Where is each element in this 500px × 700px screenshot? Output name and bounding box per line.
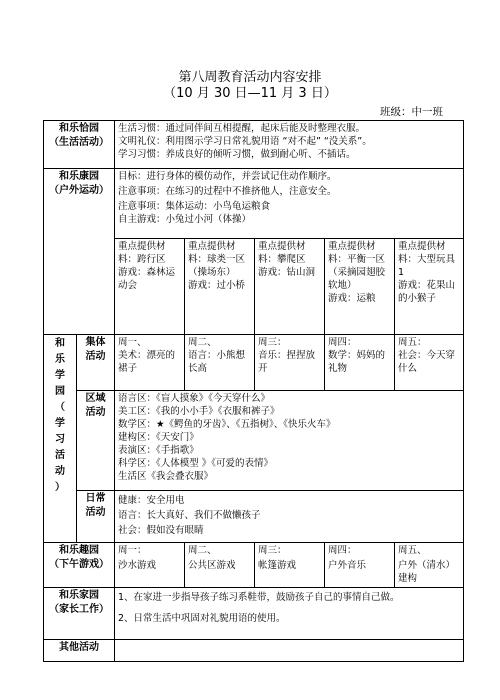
life-line-3: 学习习惯：养成良好的倾听习惯，做到耐心听、不插话。 bbox=[118, 149, 356, 160]
group-day-2 bbox=[185, 335, 255, 391]
activity-text: 户外音乐 bbox=[328, 560, 367, 571]
area-activity-label: 区域 bbox=[85, 393, 106, 404]
learning-label-char: 学 bbox=[55, 370, 65, 381]
day-label: 周四： bbox=[328, 545, 357, 556]
sports-label-cell bbox=[44, 169, 115, 335]
learning-label-cell bbox=[44, 335, 77, 543]
activity-text: 沙水游戏 bbox=[118, 560, 157, 571]
learning-label-char: 和 bbox=[55, 338, 65, 349]
life-row bbox=[44, 121, 464, 169]
afternoon-sublabel: （下午游戏） bbox=[49, 559, 109, 570]
sports-cell-2-material: 重点提供材料：球类一区（操场东） bbox=[188, 241, 246, 278]
group-activity-sublabel: 活动 bbox=[85, 351, 106, 362]
sports-content-cell bbox=[115, 169, 464, 239]
activity-text: 社会：今天穿什么 bbox=[398, 350, 456, 374]
sports-cell-4 bbox=[325, 239, 395, 335]
area-line-5: 表演区：《手指歌》 bbox=[118, 445, 199, 456]
sports-cell-4-material: 重点提供材料：平衡一区（采摘园翅胶软地） bbox=[328, 241, 386, 291]
day-label: 周四： bbox=[328, 337, 357, 348]
daily-activity-sublabel: 活动 bbox=[85, 507, 106, 518]
day-label: 周一、 bbox=[118, 337, 147, 348]
activity-text: 语言：小熊想长高 bbox=[188, 350, 246, 374]
sports-line-4: 自主游戏：小兔过小河（体操） bbox=[118, 214, 252, 225]
sports-sublabel: （户外运动） bbox=[49, 185, 109, 196]
life-line-1: 生活习惯：通过同伴间互相提醒，起床后能及时整理衣服。 bbox=[118, 123, 366, 134]
area-line-3: 数学区：★《鳄鱼的牙齿》、《五指树》、《快乐火车》 bbox=[118, 419, 336, 430]
sports-row bbox=[44, 169, 464, 239]
other-row bbox=[44, 640, 464, 662]
sports-cell-4-game: 游戏：运粮 bbox=[328, 293, 376, 304]
learning-group-row bbox=[44, 335, 464, 391]
learning-label-char: 学 bbox=[55, 418, 65, 429]
day-label: 周五、 bbox=[398, 545, 427, 556]
afternoon-row bbox=[44, 543, 464, 588]
sports-cell-2-game: 游戏：过小桥 bbox=[188, 280, 246, 291]
learning-label-char: 活 bbox=[55, 450, 65, 461]
sports-cell-5 bbox=[395, 239, 464, 335]
sports-cell-1-material: 重点提供材料：跨行区 bbox=[118, 241, 166, 265]
life-label: 和乐恰园 bbox=[59, 123, 99, 134]
page-title: 第八周教育活动内容安排 bbox=[178, 70, 322, 85]
group-day-5 bbox=[395, 335, 464, 391]
learning-label-char: 园 bbox=[55, 386, 65, 397]
activity-text: 美术：漂亮的裙子 bbox=[118, 350, 176, 374]
sports-cell-3 bbox=[255, 239, 325, 335]
learning-label-char: ） bbox=[55, 482, 65, 493]
area-line-1: 语言区：《盲人摸象》《今天穿什么》 bbox=[118, 393, 271, 404]
sports-cell-2 bbox=[185, 239, 255, 335]
other-label-cell bbox=[44, 640, 115, 662]
learning-daily-row bbox=[44, 491, 464, 543]
daily-activity-label-cell bbox=[77, 491, 115, 543]
day-label: 周二、 bbox=[188, 545, 217, 556]
area-line-7: 生活区《我会叠衣服》 bbox=[118, 471, 214, 482]
afternoon-day-1 bbox=[115, 543, 185, 588]
family-label: 和乐家园 bbox=[59, 590, 99, 601]
family-line-1: 1、在家进一步指导孩子练习系鞋带，鼓励孩子自己的事情自己做。 bbox=[118, 592, 400, 603]
day-label: 周二、 bbox=[188, 337, 217, 348]
learning-label-char: 乐 bbox=[55, 354, 65, 365]
afternoon-day-5 bbox=[395, 543, 464, 588]
class-label: 班级： bbox=[380, 106, 412, 118]
sports-cell-5-game: 游戏：花果山的小猴子 bbox=[398, 280, 456, 304]
learning-label-char: （ bbox=[55, 402, 65, 413]
activity-text: 帐篷游戏 bbox=[258, 560, 297, 571]
afternoon-label: 和乐趣园 bbox=[59, 545, 99, 556]
learning-area-row bbox=[44, 391, 464, 491]
family-content-cell bbox=[115, 588, 464, 640]
daily-activity-label: 日常 bbox=[85, 493, 106, 504]
other-content-cell bbox=[115, 640, 464, 662]
sports-line-3: 注意事项：集体运动：小鸟龟运粮食 bbox=[118, 201, 271, 212]
area-line-2: 美工区：《我的小小手》《衣服和裤子》 bbox=[118, 406, 280, 417]
day-label: 周三： bbox=[258, 545, 287, 556]
class-line bbox=[380, 104, 443, 119]
sports-cell-3-material: 重点提供材料：攀爬区 bbox=[258, 241, 306, 265]
group-day-4 bbox=[325, 335, 395, 391]
sports-cell-1-game: 游戏：森林运动会 bbox=[118, 267, 176, 291]
life-line-2: 文明礼仪：利用图示学习日常礼貌用语 “对不起” “没关系”。 bbox=[118, 136, 372, 147]
sports-label: 和乐康园 bbox=[59, 171, 99, 182]
daily-activity-content bbox=[115, 491, 464, 543]
activity-text: 公共区游戏 bbox=[188, 560, 236, 571]
afternoon-day-2 bbox=[185, 543, 255, 588]
group-activity-label: 集体 bbox=[85, 337, 106, 348]
life-sublabel: （生活活动） bbox=[49, 137, 109, 148]
learning-label-char: 习 bbox=[55, 434, 65, 445]
life-content-cell bbox=[115, 121, 464, 169]
group-day-1 bbox=[115, 335, 185, 391]
schedule-table bbox=[43, 120, 464, 662]
family-line-2: 2、日常生活中巩固对礼貌用语的使用。 bbox=[118, 613, 286, 624]
family-row bbox=[44, 588, 464, 640]
sports-cell-3-game: 游戏：钻山洞 bbox=[258, 267, 316, 278]
sports-cell-5-material: 重点提供材料：大型玩具1 bbox=[398, 241, 456, 278]
other-label: 其他活动 bbox=[59, 642, 99, 653]
activity-text: 户外（清水）建构 bbox=[398, 560, 456, 584]
sports-line-1: 目标：进行身体的模仿动作，并尝试记住动作顺序。 bbox=[118, 171, 337, 182]
sports-line-2: 注意事项：在练习的过程中不推挤他人，注意安全。 bbox=[118, 186, 337, 197]
area-activity-sublabel: 活动 bbox=[85, 407, 106, 418]
sports-cell-1 bbox=[115, 239, 185, 335]
area-line-4: 建构区：《天安门》 bbox=[118, 432, 199, 443]
family-sublabel: （家长工作） bbox=[49, 604, 109, 615]
date-range: （10 月 30 日—11 月 3 日） bbox=[163, 86, 337, 101]
activity-text: 音乐：捏捏放开 bbox=[258, 350, 316, 374]
life-label-cell bbox=[44, 121, 115, 169]
day-label: 周一： bbox=[118, 545, 147, 556]
daily-line-3: 社会：假如没有眼睛 bbox=[118, 525, 204, 536]
afternoon-label-cell bbox=[44, 543, 115, 588]
daily-line-2: 语言：长大真好、我们不做懒孩子 bbox=[118, 510, 261, 521]
learning-label-char: 动 bbox=[55, 466, 65, 477]
class-value: 中一班 bbox=[411, 106, 443, 118]
area-activity-label-cell bbox=[77, 391, 115, 491]
group-day-3 bbox=[255, 335, 325, 391]
group-activity-label-cell bbox=[77, 335, 115, 391]
daily-line-1: 健康：安全用电 bbox=[118, 495, 185, 506]
area-activity-content bbox=[115, 391, 464, 491]
day-label: 周三： bbox=[258, 337, 287, 348]
day-label: 周五： bbox=[398, 337, 427, 348]
area-line-6: 科学区：《人体模型 》《可爱的表情》 bbox=[118, 458, 274, 469]
afternoon-day-3 bbox=[255, 543, 325, 588]
activity-text: 数学：妈妈的礼物 bbox=[328, 350, 386, 374]
afternoon-day-4 bbox=[325, 543, 395, 588]
family-label-cell bbox=[44, 588, 115, 640]
